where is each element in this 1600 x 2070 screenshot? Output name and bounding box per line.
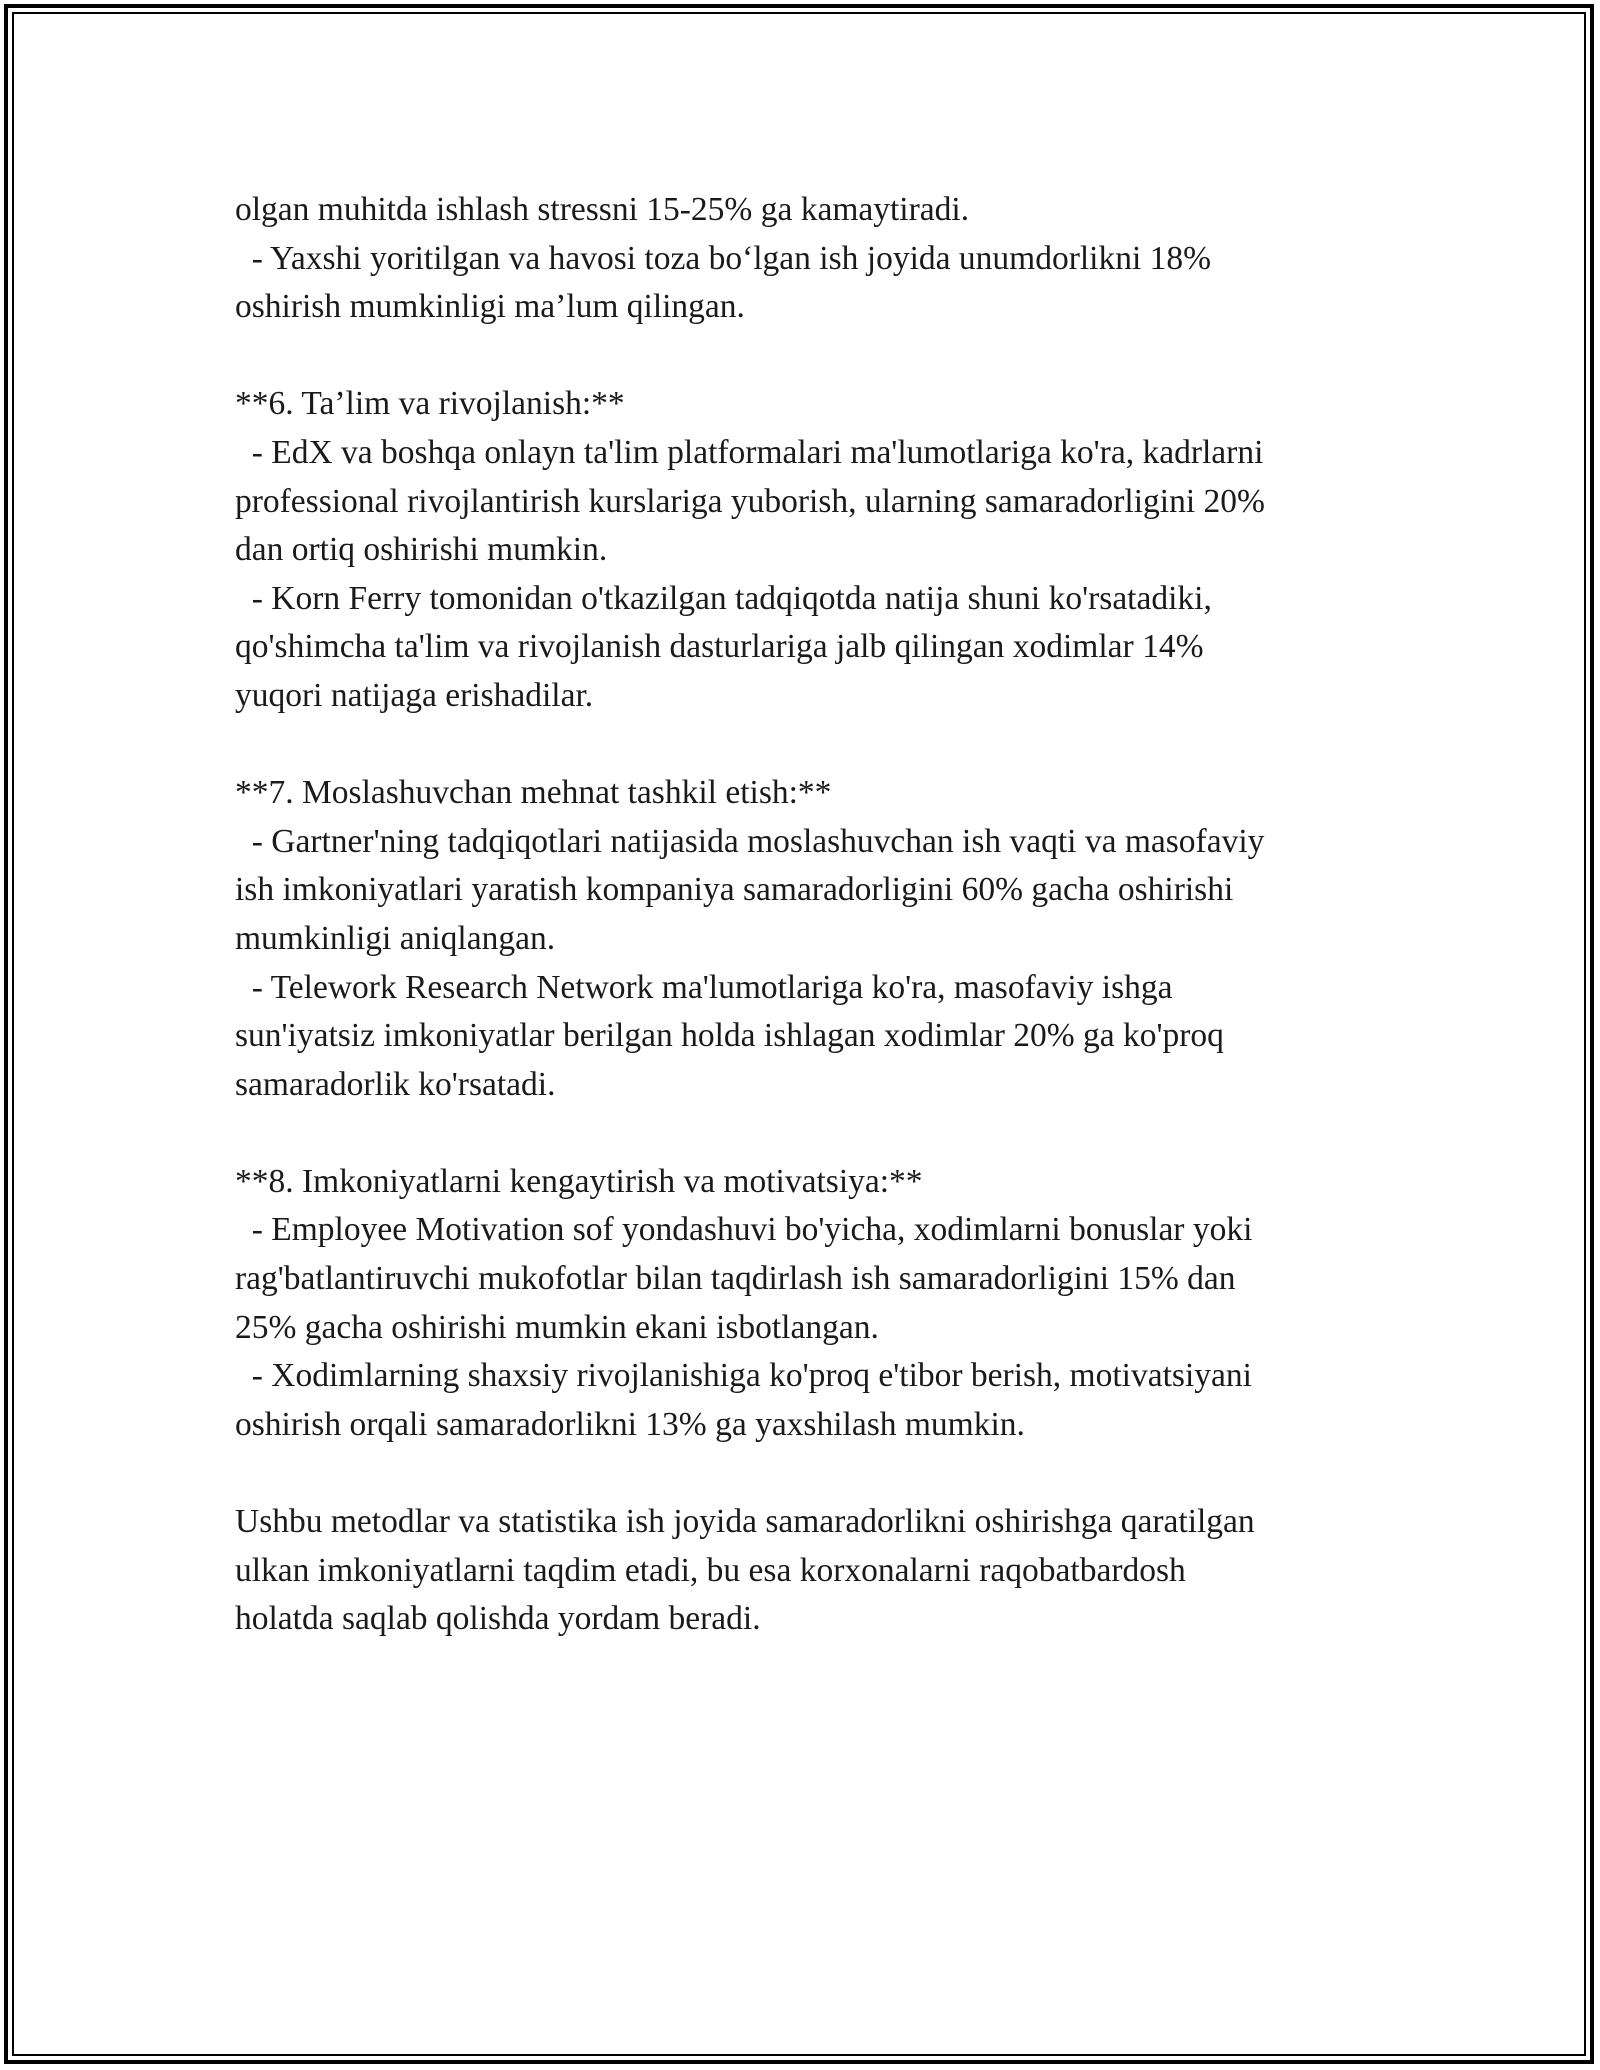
text-line: 25% gacha oshirishi mumkin ekani isbotlangan. bbox=[235, 1308, 879, 1346]
text-line: - Gartner'ning tadqiqotlari natijasida moslashuvchan ish vaqti va masofaviy bbox=[235, 822, 1265, 860]
text-line: - EdX va boshqa onlayn ta'lim platformalari ma'lumotlariga ko'ra, kadrlarni bbox=[235, 433, 1264, 471]
text-line: yuqori natijaga erishadilar. bbox=[235, 676, 594, 714]
text-line: samaradorlik ko'rsatadi. bbox=[235, 1065, 556, 1103]
text-line: mumkinligi aniqlangan. bbox=[235, 919, 556, 957]
text-line: oshirish orqali samaradorlikni 13% ga yaxshilash mumkin. bbox=[235, 1405, 1025, 1443]
text-line: rag'batlantiruvchi mukofotlar bilan taqdirlash ish samaradorligini 15% dan bbox=[235, 1260, 1236, 1298]
text-line: - Telework Research Network ma'lumotlariga ko'ra, masofaviy ishga bbox=[235, 968, 1173, 1006]
blank-line bbox=[235, 721, 1415, 770]
text-line: qo'shimcha ta'lim va rivojlanish dasturlariga jalb qilingan xodimlar 14% bbox=[235, 628, 1204, 666]
text-line: - Employee Motivation sof yondashuvi bo'yicha, xodimlarni bonuslar yoki bbox=[235, 1211, 1253, 1249]
text-line: - Korn Ferry tomonidan o'tkazilgan tadqiqotda natija shuni ko'rsatadiki, bbox=[235, 579, 1212, 617]
text-line: - Yaxshi yoritilgan va havosi toza bo‘lgan ish joyida unumdorlikni 18% bbox=[235, 239, 1212, 277]
document-body bbox=[235, 186, 1415, 1644]
section-heading-8: **8. Imkoniyatlarni kengaytirish va motivatsiya:** bbox=[235, 1162, 923, 1200]
blank-line bbox=[235, 1109, 1415, 1158]
text-line: oshirish mumkinligi ma’lum qilingan. bbox=[235, 288, 745, 326]
conclusion-line: holatda saqlab qolishda yordam beradi. bbox=[235, 1600, 761, 1638]
text-line: sun'iyatsiz imkoniyatlar berilgan holda ishlagan xodimlar 20% ga ko'proq bbox=[235, 1017, 1224, 1055]
section-heading-7: **7. Moslashuvchan mehnat tashkil etish:** bbox=[235, 774, 832, 812]
conclusion-line: Ushbu metodlar va statistika ish joyida samaradorlikni oshirishga qaratilgan bbox=[235, 1503, 1255, 1541]
text-line: professional rivojlantirish kurslariga yuborish, ularning samaradorligini 20% bbox=[235, 482, 1265, 520]
section-heading-6: **6. Ta’lim va rivojlanish:** bbox=[235, 385, 625, 423]
text-line: dan ortiq oshirishi mumkin. bbox=[235, 531, 608, 569]
conclusion-line: ulkan imkoniyatlarni taqdim etadi, bu esa korxonalarni raqobatbardosh bbox=[235, 1551, 1186, 1589]
blank-line bbox=[235, 1449, 1415, 1498]
text-line: - Xodimlarning shaxsiy rivojlanishiga ko'proq e'tibor berish, motivatsiyani bbox=[235, 1357, 1252, 1395]
blank-line bbox=[235, 332, 1415, 381]
text-line: ish imkoniyatlari yaratish kompaniya samaradorligini 60% gacha oshirishi bbox=[235, 871, 1234, 909]
text-line: olgan muhitda ishlash stressni 15-25% ga kamaytiradi. bbox=[235, 191, 970, 228]
